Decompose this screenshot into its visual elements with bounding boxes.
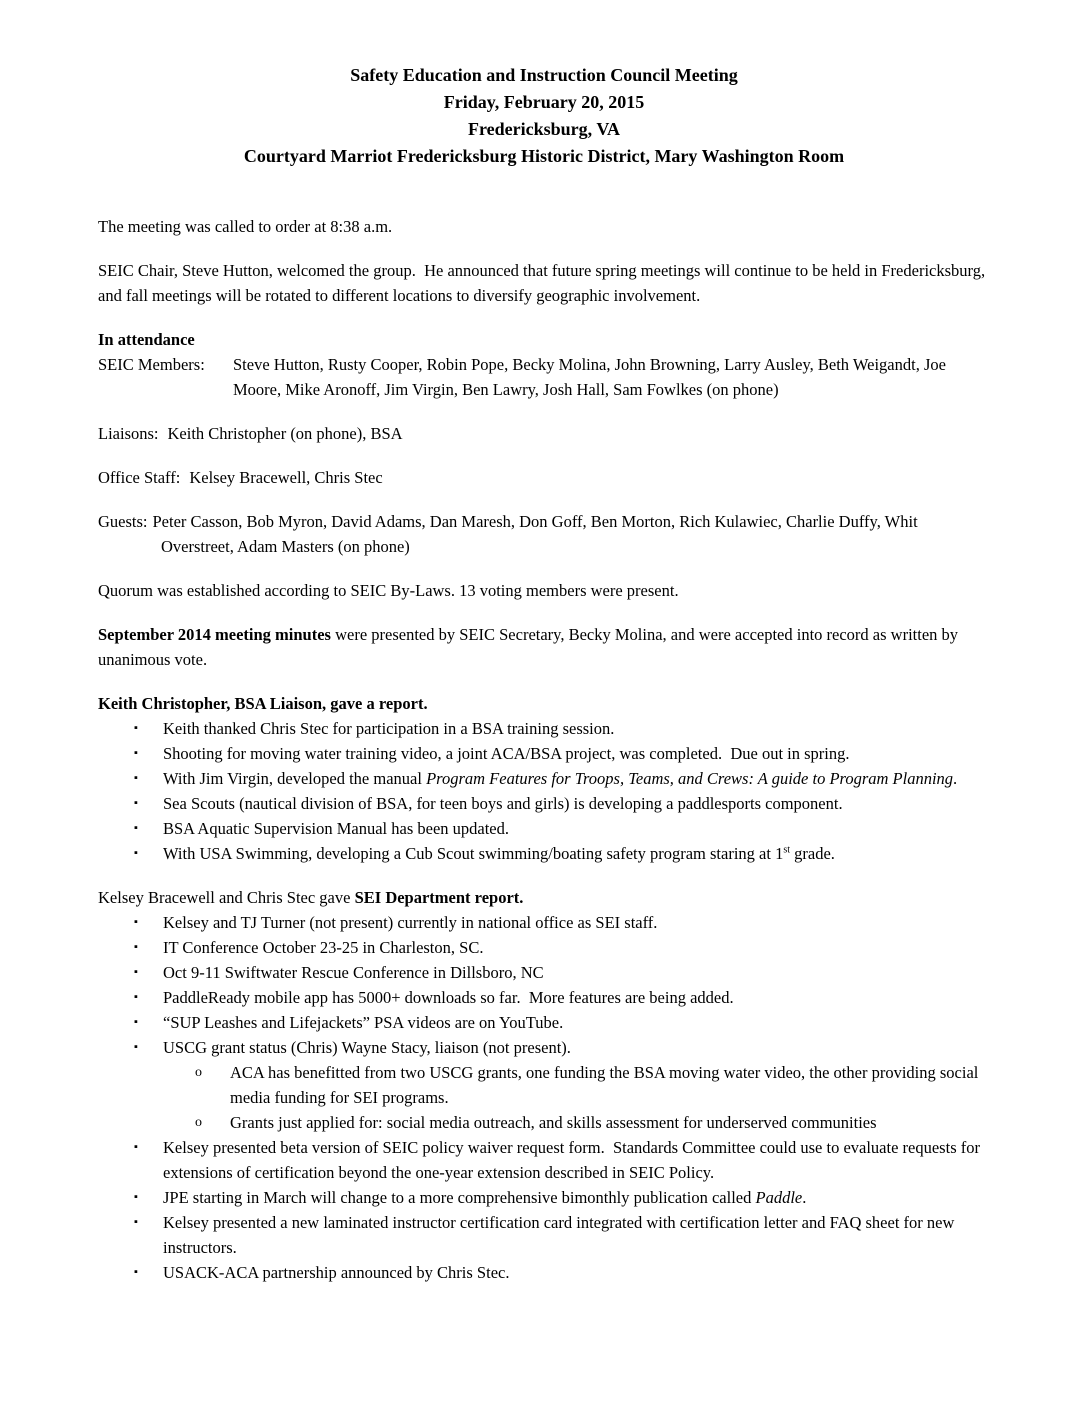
publication-title: Paddle — [755, 1188, 803, 1207]
bullet-item — [98, 935, 990, 960]
bullet-text: . — [953, 769, 958, 788]
bullet-item — [98, 1260, 990, 1285]
attendance-section — [98, 327, 990, 402]
bullet-item — [98, 985, 990, 1010]
bullet-item — [98, 841, 990, 866]
bullet-text: USCG grant status (Chris) Wayne Stacy, liaison (not present). — [163, 1038, 571, 1057]
bullet-icon: ▪ — [134, 1016, 138, 1028]
bullet-item — [98, 1135, 990, 1185]
bsa-liaison-report-section — [98, 691, 990, 866]
attendance-heading: In attendance — [98, 330, 195, 349]
bullet-icon: ▪ — [134, 722, 138, 734]
bullet-item — [98, 716, 990, 741]
bullet-item — [98, 791, 990, 816]
minutes-paragraph — [98, 622, 990, 672]
bsa-report-heading: Keith Christopher, BSA Liaison, gave a report. — [98, 694, 428, 713]
title-line-city: Fredericksburg, VA — [467, 119, 620, 139]
attendance-value: Steve Hutton, Rusty Cooper, Robin Pope, Becky Molina, John Browning, Larry Ausley, Beth Weigandt, Joe Moore, Mike Aronoff, Jim Virgin, Ben Lawry, Josh Hall, Sam Fowlkes (on phone) — [233, 355, 951, 399]
sub-bullet-icon: o — [195, 1115, 202, 1130]
attendance-value: Kelsey Bracewell, Chris Stec — [189, 468, 383, 487]
bullet-text: Shooting for moving water training video, a joint ACA/BSA project, was completed. Due out in spring. — [163, 744, 850, 763]
bullet-text: Sea Scouts (nautical division of BSA, for teen boys and girls) is developing a paddlesports component. — [163, 794, 843, 813]
bullet-item — [98, 1185, 990, 1210]
bullet-item — [98, 816, 990, 841]
bullet-icon: ▪ — [134, 1266, 138, 1278]
sei-report-bullet-list — [98, 910, 990, 1285]
attendance-value: Keith Christopher (on phone), BSA — [167, 424, 403, 443]
attendance-row-liaisons — [98, 421, 990, 446]
sub-bullet-text: ACA has benefitted from two USCG grants, one funding the BSA moving water video, the other providing social media funding for SEI programs. — [230, 1063, 983, 1107]
ordinal-superscript: st — [783, 844, 790, 856]
bullet-text: grade. — [790, 844, 835, 863]
bullet-icon: ▪ — [134, 916, 138, 928]
sei-heading-lead: Kelsey Bracewell and Chris Stec gave — [98, 888, 355, 907]
bullet-item — [98, 960, 990, 985]
minutes-bold-lead: September 2014 meeting minutes — [98, 625, 331, 644]
title-line-meeting: Safety Education and Instruction Council Meeting — [350, 65, 738, 85]
bullet-icon: ▪ — [134, 1216, 138, 1228]
attendance-row-guests — [98, 509, 990, 559]
title-line-date: Friday, February 20, 2015 — [443, 92, 645, 112]
attendance-value: Peter Casson, Bob Myron, David Adams, Dan Maresh, Don Goff, Ben Morton, Rich Kulawiec, Charlie Duffy, Whit Overstreet, Adam Masters (on phone) — [152, 512, 922, 556]
sei-heading-bold: SEI Department report. — [354, 888, 524, 907]
bullet-item — [98, 766, 990, 791]
bullet-item — [98, 1010, 990, 1035]
bullet-text: PaddleReady mobile app has 5000+ downloads so far. More features are being added. — [163, 988, 734, 1007]
attendance-label: Guests: — [98, 512, 148, 531]
bullet-text: With USA Swimming, developing a Cub Scout swimming/boating safety program staring at 1 — [163, 844, 784, 863]
bullet-text: JPE starting in March will change to a more comprehensive bimonthly publication called — [163, 1188, 756, 1207]
bullet-text: Kelsey presented beta version of SEIC policy waiver request form. Standards Committee could use to evaluate requests for extensions of certification beyond the one-year extension described in SEIC Policy. — [163, 1138, 985, 1182]
minutes-rest: were presented by SEIC Secretary, Becky Molina, and were accepted into record as written by unanimous vote. — [98, 625, 963, 669]
attendance-row-members — [98, 352, 990, 402]
uscg-sub-bullet-list — [163, 1060, 990, 1135]
bullet-icon: ▪ — [134, 797, 138, 809]
bsa-report-bullet-list — [98, 716, 990, 866]
attendance-label: SEIC Members: — [98, 355, 205, 374]
bullet-text: USACK-ACA partnership announced by Chris Stec. — [163, 1263, 510, 1282]
quorum-paragraph: Quorum was established according to SEIC By-Laws. 13 voting members were present. — [98, 581, 679, 600]
bullet-text: . — [802, 1188, 807, 1207]
sei-report-heading — [98, 885, 990, 910]
title-line-venue: Courtyard Marriot Fredericksburg Historic District, Mary Washington Room — [243, 146, 845, 166]
bullet-icon: ▪ — [134, 1191, 138, 1203]
bullet-text: IT Conference October 23-25 in Charleston, SC. — [163, 938, 484, 957]
bullet-item — [98, 741, 990, 766]
bullet-text: “SUP Leashes and Lifejackets” PSA videos are on YouTube. — [163, 1013, 564, 1032]
sub-bullet-item — [163, 1110, 990, 1135]
called-to-order-paragraph: The meeting was called to order at 8:38 a.m. — [98, 217, 393, 236]
sei-department-report-section — [98, 885, 990, 1285]
bullet-icon: ▪ — [134, 772, 138, 784]
bullet-icon: ▪ — [134, 966, 138, 978]
attendance-row-office-staff — [98, 465, 990, 490]
sub-bullet-item — [163, 1060, 990, 1110]
bullet-text: Kelsey and TJ Turner (not present) currently in national office as SEI staff. — [163, 913, 658, 932]
attendance-label: Office Staff: — [98, 468, 181, 487]
bullet-icon: ▪ — [134, 991, 138, 1003]
bullet-text: With Jim Virgin, developed the manual — [163, 769, 427, 788]
bullet-text: Oct 9-11 Swiftwater Rescue Conference in Dillsboro, NC — [163, 963, 544, 982]
bullet-text: BSA Aquatic Supervision Manual has been updated. — [163, 819, 509, 838]
bullet-icon: ▪ — [134, 1041, 138, 1053]
bullet-item — [98, 910, 990, 935]
sub-bullet-icon: o — [195, 1065, 202, 1080]
attendance-label: Liaisons: — [98, 424, 159, 443]
bullet-text: Kelsey presented a new laminated instructor certification card integrated with certification letter and FAQ sheet for new instructors. — [163, 1213, 959, 1257]
bullet-item — [98, 1210, 990, 1260]
bullet-item-uscg — [98, 1035, 990, 1135]
document-title — [98, 62, 990, 170]
chair-welcome-paragraph: SEIC Chair, Steve Hutton, welcomed the group. He announced that future spring meetings will continue to be held in Fredericksburg, and fall meetings will be rotated to different locations to diversify geographic involvement. — [98, 261, 990, 305]
bullet-icon: ▪ — [134, 1141, 138, 1153]
bullet-icon: ▪ — [134, 941, 138, 953]
sub-bullet-text: Grants just applied for: social media outreach, and skills assessment for underserved communities — [230, 1113, 877, 1132]
bullet-icon: ▪ — [134, 822, 138, 834]
bullet-text: Keith thanked Chris Stec for participation in a BSA training session. — [163, 719, 615, 738]
bullet-icon: ▪ — [134, 847, 138, 859]
publication-title: Program Features for Troops, Teams, and Crews: A guide to Program Planning — [426, 769, 954, 788]
bullet-icon: ▪ — [134, 747, 138, 759]
